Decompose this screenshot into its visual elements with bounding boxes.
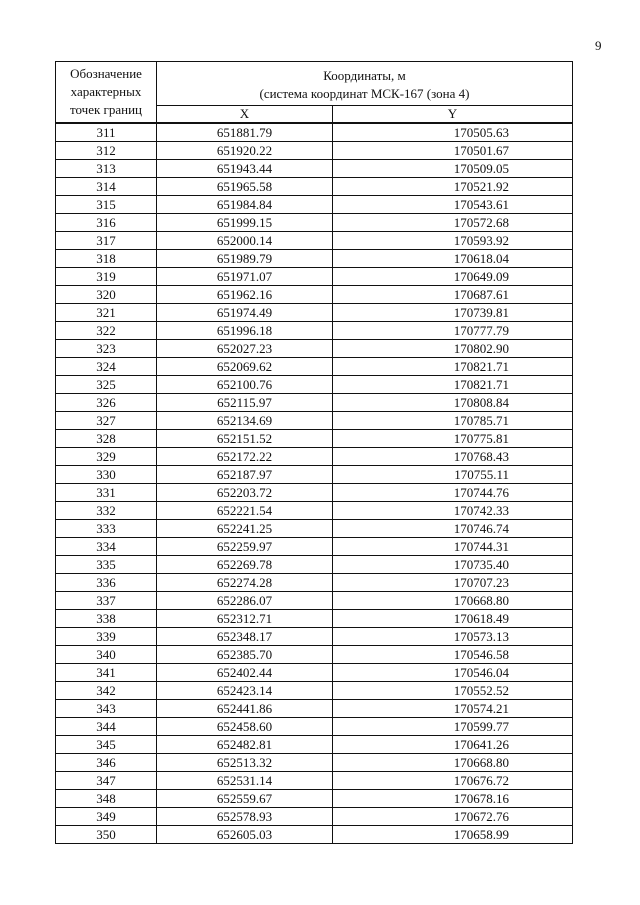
y-coordinate-cell: 170668.80 <box>333 592 573 610</box>
point-number-cell: 327 <box>56 412 157 430</box>
point-number-cell: 325 <box>56 376 157 394</box>
coordinates-table <box>55 61 573 844</box>
point-header-line-2: характерных <box>70 84 142 99</box>
point-number-cell: 347 <box>56 772 157 790</box>
x-coordinate-cell: 651920.22 <box>157 142 333 160</box>
x-coordinate-cell: 652348.17 <box>157 628 333 646</box>
point-number-cell: 343 <box>56 700 157 718</box>
y-coordinate-cell: 170543.61 <box>333 196 573 214</box>
y-coordinate-cell: 170676.72 <box>333 772 573 790</box>
table-row <box>56 466 573 484</box>
point-number-cell: 335 <box>56 556 157 574</box>
x-coordinate-cell: 652441.86 <box>157 700 333 718</box>
page-number: 9 <box>595 38 602 53</box>
table-row <box>56 682 573 700</box>
point-number-cell: 311 <box>56 123 157 142</box>
x-coordinate-cell: 652241.25 <box>157 520 333 538</box>
x-coordinate-cell: 652027.23 <box>157 340 333 358</box>
table-row <box>56 574 573 592</box>
x-coordinate-cell: 652531.14 <box>157 772 333 790</box>
table-row <box>56 592 573 610</box>
table-row <box>56 610 573 628</box>
y-coordinate-cell: 170802.90 <box>333 340 573 358</box>
y-coordinate-cell: 170574.21 <box>333 700 573 718</box>
table-row <box>56 123 573 142</box>
table-row <box>56 538 573 556</box>
x-coordinate-cell: 652151.52 <box>157 430 333 448</box>
table-row <box>56 358 573 376</box>
table-header-row <box>56 62 573 106</box>
y-coordinate-cell: 170821.71 <box>333 358 573 376</box>
x-coordinate-cell: 651996.18 <box>157 322 333 340</box>
x-coordinate-cell: 651984.84 <box>157 196 333 214</box>
table-row <box>56 214 573 232</box>
table-row <box>56 394 573 412</box>
point-number-cell: 320 <box>56 286 157 304</box>
point-number-cell: 315 <box>56 196 157 214</box>
table-row <box>56 160 573 178</box>
y-coordinate-cell: 170742.33 <box>333 502 573 520</box>
y-coordinate-cell: 170768.43 <box>333 448 573 466</box>
point-number-cell: 317 <box>56 232 157 250</box>
point-number-cell: 345 <box>56 736 157 754</box>
table-row <box>56 412 573 430</box>
point-number-cell: 329 <box>56 448 157 466</box>
table-row <box>56 268 573 286</box>
table-row <box>56 718 573 736</box>
table-body <box>56 123 573 844</box>
y-coordinate-cell: 170521.92 <box>333 178 573 196</box>
table-row <box>56 250 573 268</box>
point-number-cell: 341 <box>56 664 157 682</box>
point-number-cell: 312 <box>56 142 157 160</box>
y-coordinate-cell: 170735.40 <box>333 556 573 574</box>
table-row <box>56 304 573 322</box>
table-row <box>56 520 573 538</box>
x-coordinate-cell: 652402.44 <box>157 664 333 682</box>
table-row <box>56 556 573 574</box>
y-coordinate-cell: 170552.52 <box>333 682 573 700</box>
x-coordinate-cell: 652559.67 <box>157 790 333 808</box>
y-coordinate-cell: 170573.13 <box>333 628 573 646</box>
y-coordinate-cell: 170599.77 <box>333 718 573 736</box>
table-row <box>56 808 573 826</box>
y-coordinate-cell: 170808.84 <box>333 394 573 412</box>
coordinates-title: Координаты, м <box>323 67 406 83</box>
point-header-line-3: точек границ <box>69 102 143 117</box>
y-coordinate-cell: 170744.76 <box>333 484 573 502</box>
x-coordinate-cell: 652269.78 <box>157 556 333 574</box>
x-coordinate-cell: 652274.28 <box>157 574 333 592</box>
x-coordinate-cell: 652605.03 <box>157 826 333 844</box>
y-coordinate-cell: 170546.04 <box>333 664 573 682</box>
point-number-cell: 316 <box>56 214 157 232</box>
table-row <box>56 700 573 718</box>
point-number-cell: 337 <box>56 592 157 610</box>
point-number-cell: 350 <box>56 826 157 844</box>
x-coordinate-cell: 652578.93 <box>157 808 333 826</box>
point-number-cell: 313 <box>56 160 157 178</box>
x-coordinate-cell: 651962.16 <box>157 286 333 304</box>
y-coordinate-cell: 170672.76 <box>333 808 573 826</box>
coordinates-header <box>157 62 573 106</box>
y-coordinate-cell: 170546.58 <box>333 646 573 664</box>
table-row <box>56 376 573 394</box>
y-coordinate-cell: 170509.05 <box>333 160 573 178</box>
y-coordinate-cell: 170746.74 <box>333 520 573 538</box>
point-number-cell: 326 <box>56 394 157 412</box>
y-coordinate-cell: 170785.71 <box>333 412 573 430</box>
y-coordinate-cell: 170707.23 <box>333 574 573 592</box>
point-header-line-1: Обозначение <box>70 66 142 81</box>
y-coordinate-cell: 170572.68 <box>333 214 573 232</box>
point-number-cell: 339 <box>56 628 157 646</box>
table-row <box>56 502 573 520</box>
x-coordinate-cell: 652458.60 <box>157 718 333 736</box>
table-row <box>56 142 573 160</box>
y-coordinate-cell: 170687.61 <box>333 286 573 304</box>
table-row <box>56 178 573 196</box>
y-coordinate-cell: 170821.71 <box>333 376 573 394</box>
point-number-cell: 321 <box>56 304 157 322</box>
x-coordinate-cell: 652423.14 <box>157 682 333 700</box>
table-row <box>56 322 573 340</box>
x-coordinate-cell: 652259.97 <box>157 538 333 556</box>
x-coordinate-cell: 652482.81 <box>157 736 333 754</box>
y-coordinate-cell: 170777.79 <box>333 322 573 340</box>
point-number-cell: 344 <box>56 718 157 736</box>
table-row <box>56 628 573 646</box>
y-coordinate-cell: 170658.99 <box>333 826 573 844</box>
x-coordinate-cell: 651971.07 <box>157 268 333 286</box>
y-coordinate-cell: 170593.92 <box>333 232 573 250</box>
point-number-cell: 346 <box>56 754 157 772</box>
point-number-cell: 334 <box>56 538 157 556</box>
table-row <box>56 286 573 304</box>
x-coordinate-cell: 651974.49 <box>157 304 333 322</box>
table-row <box>56 484 573 502</box>
x-coordinate-cell: 652069.62 <box>157 358 333 376</box>
point-number-cell: 332 <box>56 502 157 520</box>
table-row <box>56 790 573 808</box>
x-coordinate-cell: 651965.58 <box>157 178 333 196</box>
x-coordinate-cell: 651999.15 <box>157 214 333 232</box>
y-column-header: Y <box>333 105 573 123</box>
y-coordinate-cell: 170618.49 <box>333 610 573 628</box>
point-number-cell: 340 <box>56 646 157 664</box>
x-coordinate-cell: 652286.07 <box>157 592 333 610</box>
point-number-cell: 314 <box>56 178 157 196</box>
x-coordinate-cell: 652187.97 <box>157 466 333 484</box>
y-coordinate-cell: 170755.11 <box>333 466 573 484</box>
x-coordinate-cell: 652513.32 <box>157 754 333 772</box>
x-coordinate-cell: 652172.22 <box>157 448 333 466</box>
x-coordinate-cell: 651881.79 <box>157 123 333 142</box>
x-coordinate-cell: 652134.69 <box>157 412 333 430</box>
x-coordinate-cell: 652100.76 <box>157 376 333 394</box>
x-column-header: X <box>157 105 333 123</box>
x-coordinate-cell: 652203.72 <box>157 484 333 502</box>
point-number-cell: 328 <box>56 430 157 448</box>
point-number-cell: 330 <box>56 466 157 484</box>
point-number-cell: 342 <box>56 682 157 700</box>
point-number-cell: 323 <box>56 340 157 358</box>
table-row <box>56 736 573 754</box>
table-row <box>56 232 573 250</box>
point-number-cell: 336 <box>56 574 157 592</box>
point-number-cell: 331 <box>56 484 157 502</box>
x-coordinate-cell: 652312.71 <box>157 610 333 628</box>
table-row <box>56 448 573 466</box>
y-coordinate-cell: 170668.80 <box>333 754 573 772</box>
table-row <box>56 430 573 448</box>
table-row <box>56 664 573 682</box>
point-number-cell: 349 <box>56 808 157 826</box>
table-row <box>56 196 573 214</box>
x-coordinate-cell: 652115.97 <box>157 394 333 412</box>
table-row <box>56 646 573 664</box>
point-column-header <box>56 62 157 124</box>
table-row <box>56 826 573 844</box>
y-coordinate-cell: 170775.81 <box>333 430 573 448</box>
y-coordinate-cell: 170744.31 <box>333 538 573 556</box>
point-number-cell: 318 <box>56 250 157 268</box>
y-coordinate-cell: 170649.09 <box>333 268 573 286</box>
y-coordinate-cell: 170501.67 <box>333 142 573 160</box>
y-coordinate-cell: 170641.26 <box>333 736 573 754</box>
coordinate-system: (система координат МСК-167 (зона 4) <box>259 85 470 101</box>
point-number-cell: 333 <box>56 520 157 538</box>
table-row <box>56 772 573 790</box>
point-number-cell: 319 <box>56 268 157 286</box>
y-coordinate-cell: 170678.16 <box>333 790 573 808</box>
y-coordinate-cell: 170739.81 <box>333 304 573 322</box>
x-coordinate-cell: 652385.70 <box>157 646 333 664</box>
x-coordinate-cell: 651943.44 <box>157 160 333 178</box>
table-row <box>56 754 573 772</box>
point-number-cell: 338 <box>56 610 157 628</box>
y-coordinate-cell: 170505.63 <box>333 123 573 142</box>
x-coordinate-cell: 652000.14 <box>157 232 333 250</box>
table-row <box>56 340 573 358</box>
x-coordinate-cell: 652221.54 <box>157 502 333 520</box>
point-number-cell: 324 <box>56 358 157 376</box>
point-number-cell: 348 <box>56 790 157 808</box>
y-coordinate-cell: 170618.04 <box>333 250 573 268</box>
point-number-cell: 322 <box>56 322 157 340</box>
x-coordinate-cell: 651989.79 <box>157 250 333 268</box>
